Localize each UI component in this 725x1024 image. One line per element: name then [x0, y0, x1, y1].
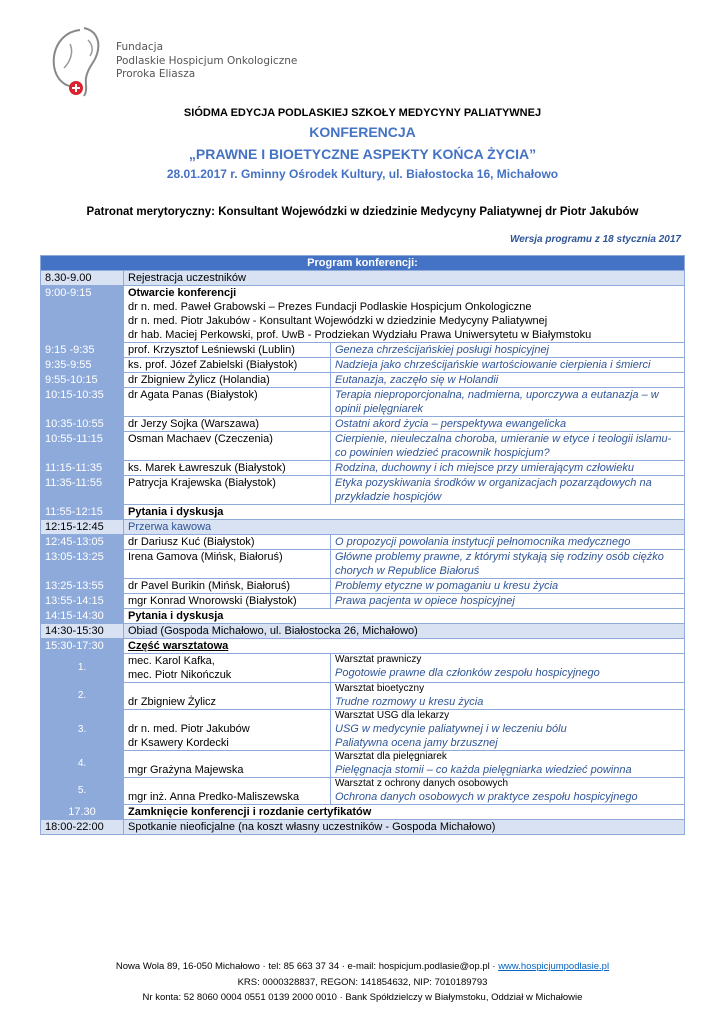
table-row: [41, 417, 685, 432]
topic-cell: Cierpienie, nieuleczalna choroba, umieranie w etyce i teologii islamu- co powinien wiedzieć pracownik hospicjum?: [331, 432, 685, 461]
time-cell: 10:15-10:35: [41, 388, 124, 417]
lunch-cell: Obiad (Gospoda Michałowo, ul. Białostocka 26, Michałowo): [124, 624, 685, 639]
org-line-2: Podlaskie Hospicjum Onkologiczne: [116, 54, 298, 67]
footer-registry: KRS: 0000328837, REGON: 141854632, NIP: 7010189793: [237, 976, 488, 988]
evening-cell: Spotkanie nieoficjalne (na koszt własny uczestników - Gospoda Michałowo): [124, 820, 685, 835]
topic-cell: Rodzina, duchowny i ich miejsce przy umierającym człowieku: [331, 461, 685, 476]
workshop-cell: [331, 751, 685, 778]
table-row: [41, 805, 685, 820]
speaker-cell: ks. prof. Józef Zabielski (Białystok): [124, 358, 331, 373]
workshop-speaker: dr n. med. Piotr Jakubów: [128, 723, 250, 735]
footer-contact: Nowa Wola 89, 16-050 Michałowo · tel: 85 663 37 34 · e-mail: hospicjum.podlasie@op.pl ·: [115, 961, 499, 972]
workshop-topic: Paliatywna ocena jamy brzusznej: [335, 737, 498, 749]
table-row: [41, 535, 685, 550]
speaker-cell: dr Jerzy Sojka (Warszawa): [124, 417, 331, 432]
opening-speaker: dr hab. Maciej Perkowski, prof. UwB - Prodziekan Wydziału Prawa Uniwersytetu w Białymstoku: [128, 329, 592, 341]
patronage: Patronat merytoryczny: Konsultant Wojewódzki w dziedzinie Medycyny Paliatywnej dr Piotr Jakubów: [86, 206, 639, 218]
opening-cell: [124, 286, 685, 343]
org-line-3: Proroka Eliasza: [116, 68, 196, 80]
closing-cell: Zamknięcie konferencji i rozdanie certyfikatów: [124, 805, 685, 820]
time-cell: 10:55-11:15: [41, 432, 124, 461]
workshop-row: [41, 778, 685, 805]
speaker-cell: prof. Krzysztof Leśniewski (Lublin): [124, 343, 331, 358]
speaker-cell: ks. Marek Ławreszuk (Białystok): [124, 461, 331, 476]
topic-cell: Etyka pozyskiwania środków w organizacjach pozarządowych na przykładzie hospicjów: [331, 476, 685, 505]
speaker-cell: Irena Gamova (Mińsk, Białoruś): [124, 550, 331, 579]
time-cell: 12:15-12:45: [41, 520, 124, 535]
topic-cell: Eutanazja, zaczęło się w Holandii: [331, 373, 685, 388]
speaker-cell: [124, 710, 331, 751]
discussion-cell: Pytania i dyskusja: [124, 505, 685, 520]
speaker-cell: Osman Machaev (Czeczenia): [124, 432, 331, 461]
workshop-label: Warsztat dla pielęgniarek: [335, 751, 447, 762]
workshop-number: 5.: [41, 778, 124, 805]
time-cell: 13:55-14:15: [41, 594, 124, 609]
workshop-label: Warsztat bioetyczny: [335, 683, 425, 694]
workshop-speaker: mgr Grażyna Majewska: [128, 764, 244, 776]
workshop-label: Warsztat prawniczy: [335, 654, 422, 665]
workshop-number: 2.: [41, 683, 124, 710]
workshop-cell: [331, 683, 685, 710]
topic-cell: Prawa pacjenta w opiece hospicyjnej: [331, 594, 685, 609]
speaker-cell: mgr Konrad Wnorowski (Białystok): [124, 594, 331, 609]
workshop-row: [41, 751, 685, 778]
opening-speaker: dr n. med. Piotr Jakubów - Konsultant Wojewódzki w dziedzinie Medycyny Paliatywnej: [128, 315, 548, 327]
workshop-topic: Pielęgnacja stomii – co każda pielęgniarka wiedzieć powinna: [335, 764, 632, 776]
time-cell: 18:00-22:00: [41, 820, 124, 835]
time-cell: 11:35-11:55: [41, 476, 124, 505]
table-row: [41, 271, 685, 286]
time-cell: 9:35-9:55: [41, 358, 124, 373]
time-cell: 13:25-13:55: [41, 579, 124, 594]
table-row: [41, 520, 685, 535]
table-row: [41, 505, 685, 520]
time-cell: 14:30-15:30: [41, 624, 124, 639]
workshop-cell: [331, 778, 685, 805]
topic-cell: O propozycji powołania instytucji pełnomocnika medycznego: [331, 535, 685, 550]
speaker-cell: [124, 778, 331, 805]
topic-cell: Nadzieja jako chrześcijańskie wartościowanie cierpienia i śmierci: [331, 358, 685, 373]
topic-cell: Główne problemy prawne, z którymi stykają się rodziny osób ciężko chorych w Republice Białoruś: [331, 550, 685, 579]
time-cell: 8.30-9.00: [41, 271, 124, 286]
topic-cell: Terapia nieproporcjonalna, nadmierna, uporczywa a eutanazja – w opinii pielęgniarek: [331, 388, 685, 417]
program-title: Program konferencji:: [41, 256, 685, 271]
workshop-number: 3.: [41, 710, 124, 751]
workshop-speaker: dr Zbigniew Żylicz: [128, 696, 217, 708]
opening-title: Otwarcie konferencji: [128, 287, 237, 299]
workshop-topic: Ochrona danych osobowych w praktyce zespołu hospicyjnego: [335, 791, 638, 803]
conference-title: „PRAWNE I BIOETYCZNE ASPEKTY KOŃCA ŻYCIA”: [188, 146, 537, 162]
speaker-cell: [124, 654, 331, 683]
footer: [0, 959, 725, 1006]
event-cell: Rejestracja uczestników: [124, 271, 685, 286]
table-row: [41, 388, 685, 417]
speaker-cell: Patrycja Krajewska (Białystok): [124, 476, 331, 505]
table-row: [41, 373, 685, 388]
time-cell: 11:55-12:15: [41, 505, 124, 520]
table-row: [41, 476, 685, 505]
foundation-logo: [40, 22, 120, 102]
workshop-speaker: dr Ksawery Kordecki: [128, 737, 229, 749]
workshop-row: [41, 710, 685, 751]
speaker-cell: dr Pavel Burikin (Mińsk, Białoruś): [124, 579, 331, 594]
workshop-speaker: mec. Karol Kafka,: [128, 655, 215, 667]
edition-heading: SIÓDMA EDYCJA PODLASKIEJ SZKOŁY MEDYCYNY PALIATYWNEJ: [183, 107, 542, 119]
workshop-row: [41, 683, 685, 710]
workshop-speaker: mgr inż. Anna Predko-Maliszewska: [128, 791, 300, 803]
workshop-label: Warsztat z ochrony danych osobowych: [335, 778, 509, 789]
program-version: Wersja programu z 18 stycznia 2017: [509, 234, 681, 245]
workshop-number: 1.: [41, 654, 124, 683]
time-cell: 9:15 -9:35: [41, 343, 124, 358]
time-cell: 9:00-9:15: [41, 286, 124, 343]
speaker-cell: dr Agata Panas (Białystok): [124, 388, 331, 417]
table-row: [41, 358, 685, 373]
workshop-cell: [331, 654, 685, 683]
time-cell: 13:05-13:25: [41, 550, 124, 579]
date-place: 28.01.2017 r. Gminny Ośrodek Kultury, ul. Białostocka 16, Michałowo: [166, 167, 559, 181]
time-cell: 9:55-10:15: [41, 373, 124, 388]
workshop-cell: [331, 710, 685, 751]
table-row: [41, 624, 685, 639]
speaker-cell: [124, 683, 331, 710]
table-row: [41, 343, 685, 358]
speaker-cell: dr Dariusz Kuć (Białystok): [124, 535, 331, 550]
topic-cell: Geneza chrześcijańskiej posługi hospicyjnej: [331, 343, 685, 358]
table-row: [41, 461, 685, 476]
workshop-row: [41, 654, 685, 683]
org-line-1: Fundacja: [116, 41, 163, 53]
footer-bank: Nr konta: 52 8060 0004 0551 0139 2000 0010 · Bank Spółdzielczy w Białymstoku, Oddział w Michałowie: [142, 992, 583, 1003]
workshop-topic: Pogotowie prawne dla członków zespołu hospicyjnego: [335, 667, 600, 679]
time-cell: 12:45-13:05: [41, 535, 124, 550]
time-cell: 10:35-10:55: [41, 417, 124, 432]
footer-address: [0, 959, 725, 975]
workshop-topic: USG w medycynie paliatywnej i w leczeniu bólu: [335, 723, 567, 735]
time-cell: 11:15-11:35: [41, 461, 124, 476]
time-cell: 14:15-14:30: [41, 609, 124, 624]
opening-speaker: dr n. med. Paweł Grabowski – Prezes Fundacji Podlaskie Hospicjum Onkologiczne: [128, 301, 532, 313]
workshop-label: Warsztat USG dla lekarzy: [335, 710, 450, 721]
program-table: [40, 255, 685, 835]
table-row: [41, 286, 685, 343]
speaker-cell: [124, 751, 331, 778]
workshop-number: 4.: [41, 751, 124, 778]
organization-name: [116, 41, 297, 82]
topic-cell: Problemy etyczne w pomaganiu u kresu życia: [331, 579, 685, 594]
table-row: [41, 609, 685, 624]
discussion-cell: Pytania i dyskusja: [124, 609, 685, 624]
table-row: [41, 820, 685, 835]
topic-cell: Ostatni akord życia – perspektywa ewangelicka: [331, 417, 685, 432]
workshop-speaker: mec. Piotr Nikończuk: [128, 669, 232, 681]
table-row: [41, 639, 685, 654]
time-cell: 17.30: [41, 805, 124, 820]
table-row: [41, 550, 685, 579]
conference-heading: KONFERENCJA: [309, 124, 416, 140]
time-cell: 15:30-17:30: [41, 639, 124, 654]
workshops-heading: Część warsztatowa: [124, 639, 685, 654]
speaker-cell: dr Zbigniew Żylicz (Holandia): [124, 373, 331, 388]
website-link[interactable]: www.hospicjumpodlasie.pl: [498, 961, 610, 972]
table-row: [41, 594, 685, 609]
table-row: [41, 579, 685, 594]
workshop-topic: Trudne rozmowy u kresu życia: [335, 696, 484, 708]
table-row: [41, 432, 685, 461]
coffee-break-cell: Przerwa kawowa: [124, 520, 685, 535]
